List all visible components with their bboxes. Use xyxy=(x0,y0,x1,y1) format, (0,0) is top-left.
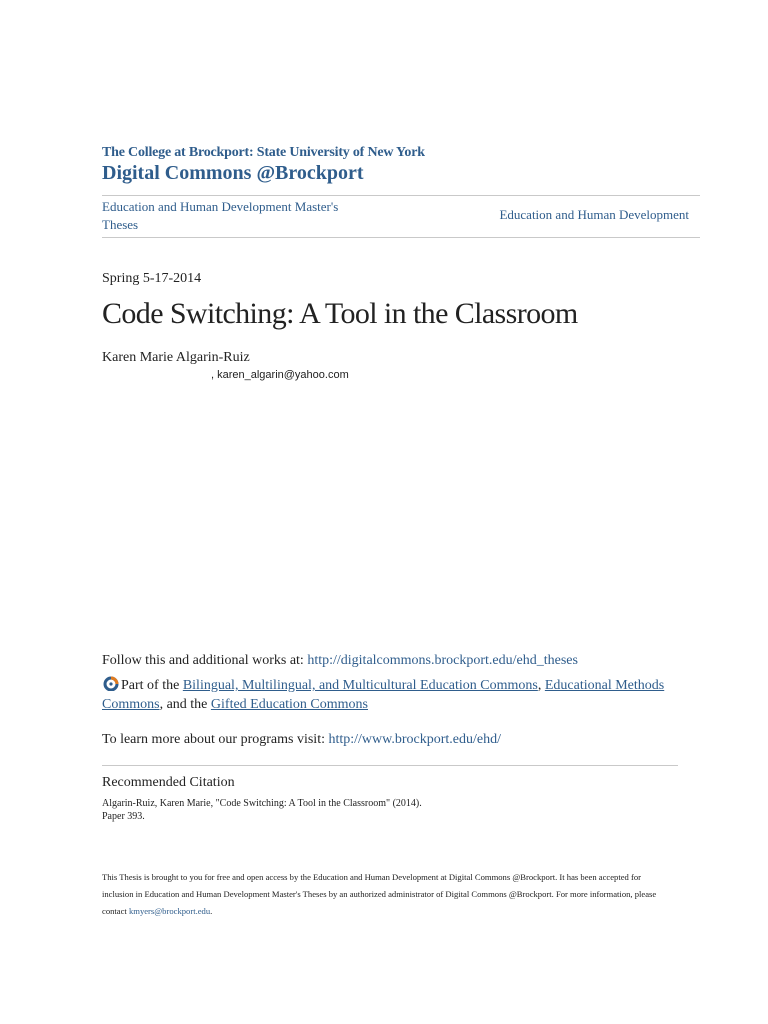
series-link-theses[interactable] xyxy=(102,198,402,234)
series-link-line1: Education and Human Development Master's xyxy=(102,199,339,214)
citation-divider xyxy=(102,765,678,766)
citation-line1: Algarin-Ruiz, Karen Marie, "Code Switching: A Tool in the Classroom" (2014). xyxy=(102,798,422,809)
part-of-sep2: , and the xyxy=(159,697,211,712)
learn-line xyxy=(102,732,501,748)
publication-date: Spring 5-17-2014 xyxy=(102,271,202,286)
series-link-department[interactable]: Education and Human Development xyxy=(499,207,689,222)
part-of-prefix: Part of the xyxy=(121,678,183,693)
access-notice xyxy=(102,869,672,920)
learn-label: To learn more about our programs visit: xyxy=(102,732,329,747)
commons-link-educational-methods[interactable]: Educational Methods Commons xyxy=(102,678,665,712)
learn-url-link[interactable]: http://www.brockport.edu/ehd/ xyxy=(328,732,501,747)
part-of-sep1: , xyxy=(537,678,545,693)
citation-heading: Recommended Citation xyxy=(102,775,235,790)
series-link-line2: Theses xyxy=(102,217,139,232)
follow-label: Follow this and additional works at: xyxy=(102,653,308,668)
institution-link[interactable]: The College at Brockport: State University of New York xyxy=(102,145,425,160)
repository-link[interactable]: Digital Commons @Brockport xyxy=(102,162,364,184)
citation-text xyxy=(102,797,422,823)
contact-email-link[interactable]: kmyers@brockport.edu xyxy=(128,906,211,916)
paper-title: Code Switching: A Tool in the Classroom xyxy=(102,297,578,330)
masthead xyxy=(102,145,425,185)
author-email: , karen_algarin@yahoo.com xyxy=(211,369,349,381)
access-notice-text: This Thesis is brought to you for free and open access by the Education and Human Development at Digital Commons @Brockport. It has been accepted for inclusion in Education and Human Development Master's Theses by an authorized administrator of Digital Commons @Brockport. For more information, please contact xyxy=(102,872,657,916)
follow-line xyxy=(102,653,578,669)
network-icon xyxy=(102,675,120,691)
author-name: Karen Marie Algarin-Ruiz xyxy=(102,350,250,365)
commons-link-gifted[interactable]: Gifted Education Commons xyxy=(210,697,368,712)
access-notice-end: . xyxy=(210,906,213,916)
commons-link-bilingual[interactable]: Bilingual, Multilingual, and Multicultural Education Commons xyxy=(182,678,538,693)
follow-url-link[interactable]: http://digitalcommons.brockport.edu/ehd_theses xyxy=(307,653,578,668)
top-divider xyxy=(102,195,700,196)
citation-line2: Paper 393. xyxy=(102,811,145,822)
series-divider xyxy=(102,237,700,238)
part-of-commons xyxy=(102,675,682,714)
